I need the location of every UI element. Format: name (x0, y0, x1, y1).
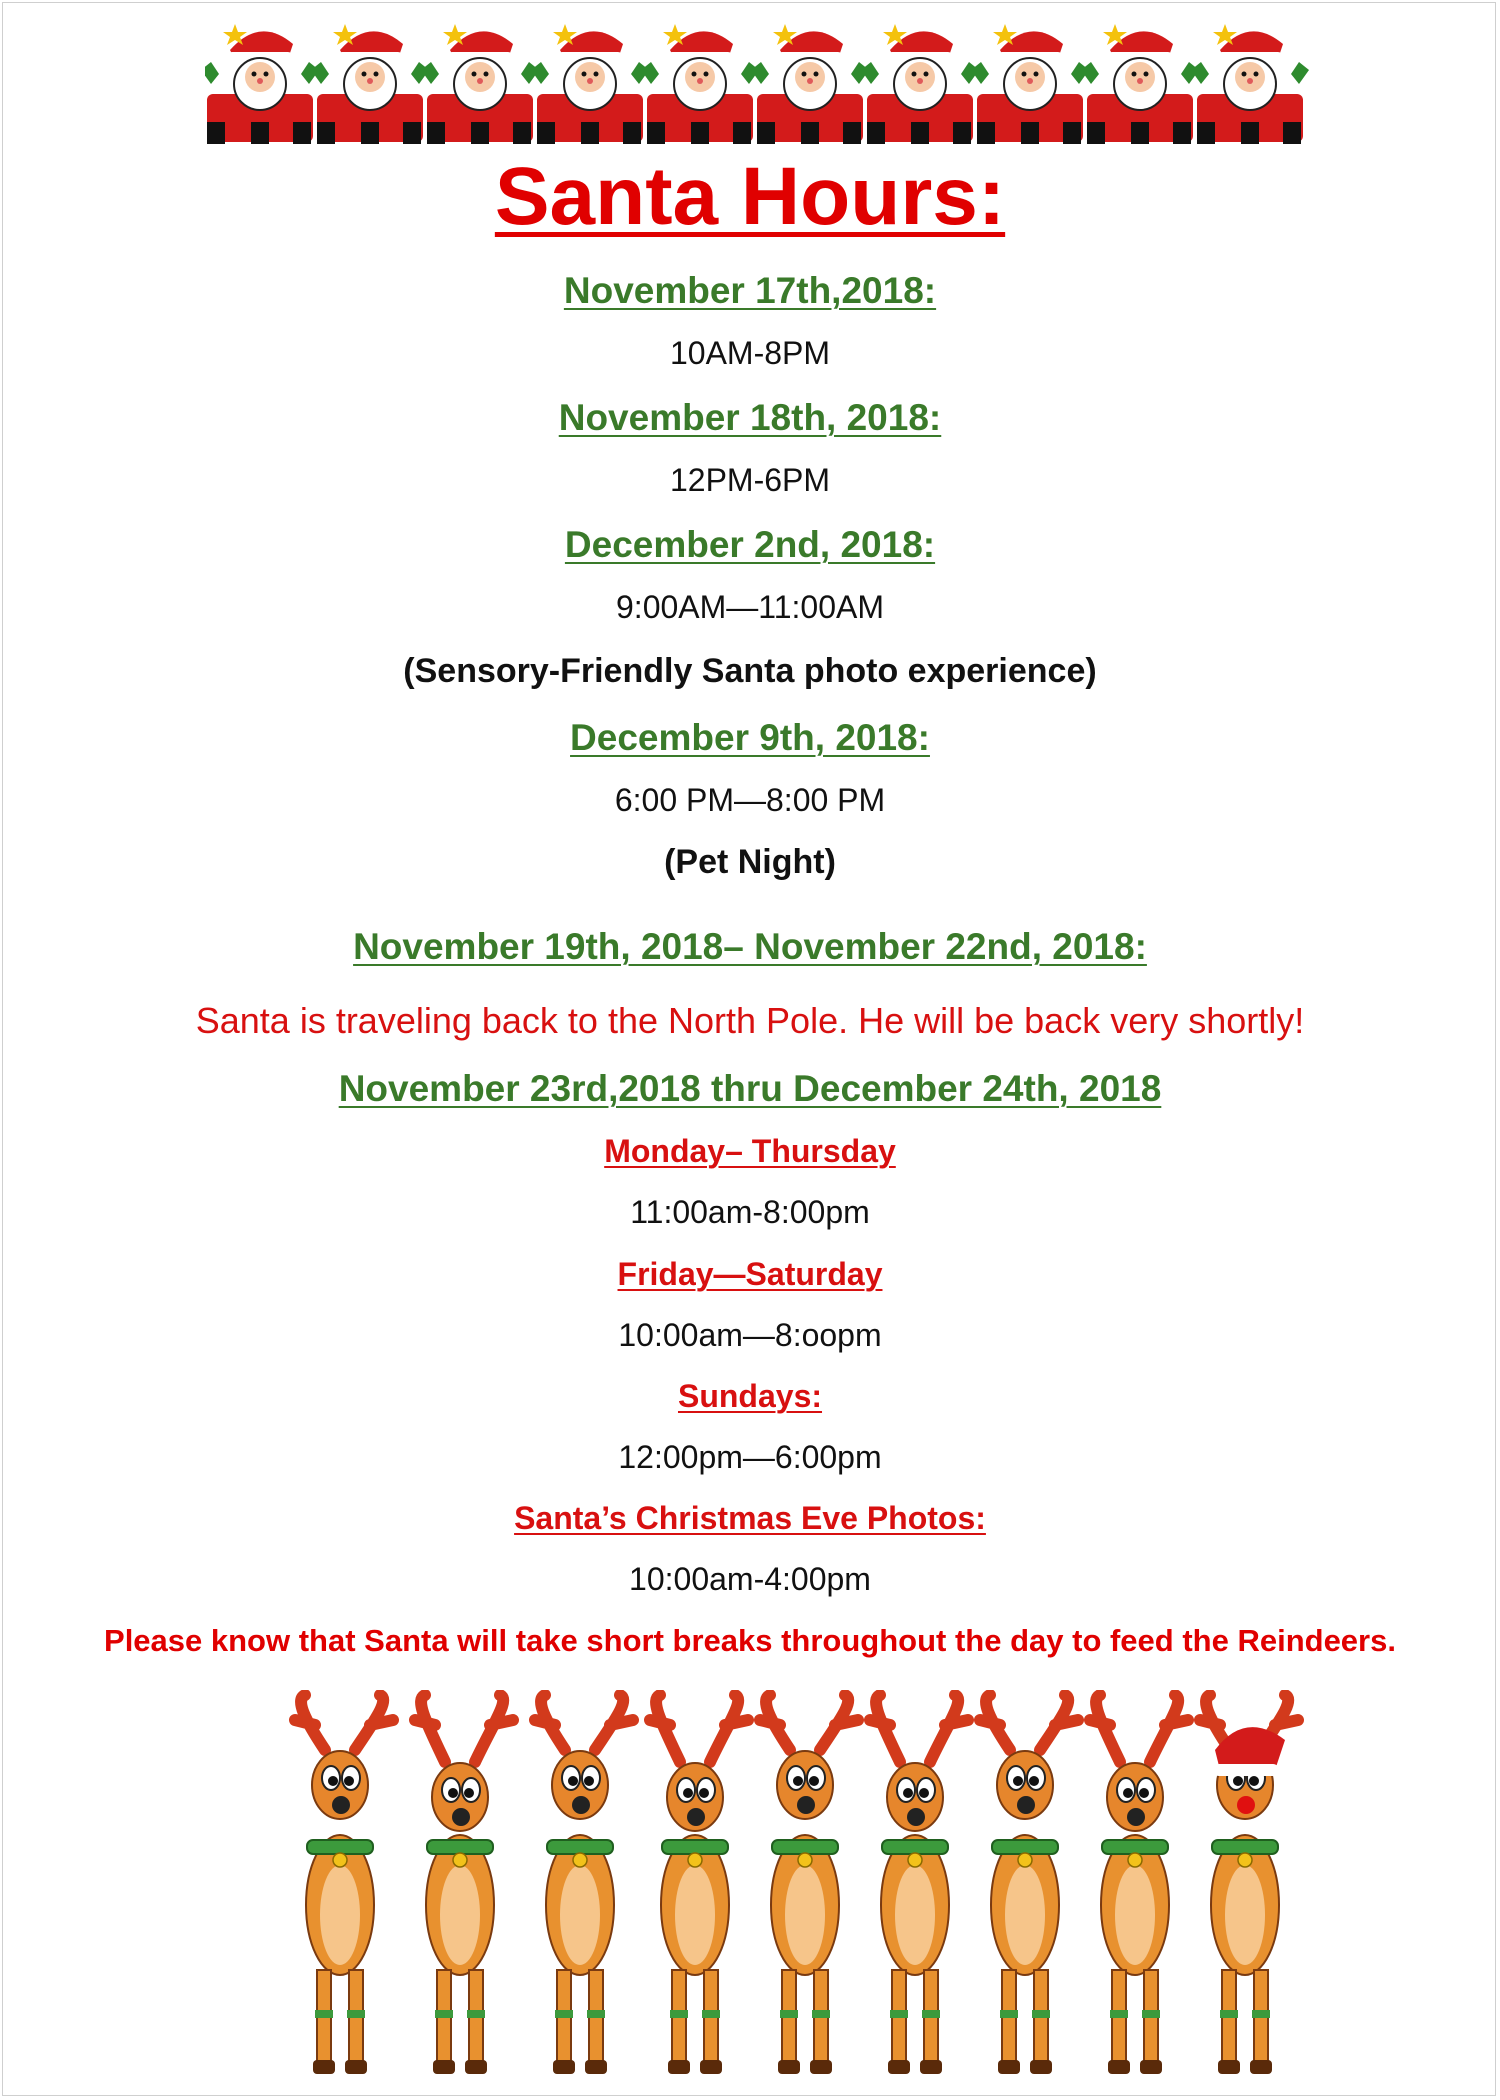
season-day-hours-1: 11:00am-8:00pm (630, 1194, 870, 1230)
reindeer-figure (1090, 1695, 1188, 2074)
santa-face-icon (641, 24, 759, 144)
season-day-hours-3: 12:00pm—6:00pm (618, 1439, 882, 1475)
schedule-date-4: December 9th, 2018: (570, 717, 930, 758)
santa-face-icon (311, 24, 429, 144)
santa-face-icon (421, 24, 539, 144)
season-day-hours-2: 10:00am—8:oopm (618, 1317, 882, 1353)
season-day-label-2: Friday—Saturday (617, 1256, 883, 1292)
page-title: Santa Hours: (494, 151, 1006, 242)
season-day-label-1: Monday– Thursday (604, 1133, 896, 1169)
travel-dates: November 19th, 2018– November 22nd, 2018: (353, 926, 1147, 967)
schedule-time-2: 12PM-6PM (669, 462, 831, 498)
season-range: November 23rd,2018 thru December 24th, 2018 (338, 1068, 1162, 1109)
schedule-time-3: 9:00AM—11:00AM (616, 589, 884, 625)
schedule-date-1: November 17th,2018: (563, 270, 937, 311)
santa-hat-brim (1213, 1764, 1279, 1776)
schedule-note-3: (Sensory-Friendly Santa photo experience) (403, 652, 1097, 690)
reindeer-figure (760, 1695, 858, 2074)
season-day-label-3: Sundays: (677, 1378, 823, 1414)
santa-face-icon (971, 24, 1089, 144)
santa-face-icon (1081, 24, 1199, 144)
reindeer-figure (415, 1695, 513, 2074)
reindeer-figure (295, 1695, 393, 2074)
reindeer-figure (870, 1695, 968, 2074)
santa-face-icon (751, 24, 869, 144)
schedule-time-1: 10AM-8PM (669, 335, 831, 371)
santa-face-icon (1191, 24, 1309, 144)
schedule-date-2: November 18th, 2018: (558, 397, 942, 438)
santa-face-icon (531, 24, 649, 144)
santa-border-image (205, 22, 1310, 146)
travel-message: Santa is traveling back to the North Pole. He will be back very shortly! (195, 1000, 1305, 1041)
season-day-hours-4: 10:00am-4:00pm (629, 1561, 871, 1597)
reindeer-figure (650, 1695, 748, 2074)
santa-face-icon (861, 24, 979, 144)
reindeer-figure (535, 1695, 633, 2074)
season-day-label-4: Santa’s Christmas Eve Photos: (514, 1500, 986, 1536)
santa-face-icon (205, 24, 319, 144)
schedule-note-4: (Pet Night) (664, 843, 836, 881)
reindeer-break-note: Please know that Santa will take short breaks throughout the day to feed the Reindeers. (104, 1623, 1396, 1658)
schedule-time-4: 6:00 PM—8:00 PM (614, 782, 886, 818)
schedule-date-3: December 2nd, 2018: (564, 524, 936, 565)
reindeer-figure (980, 1695, 1078, 2074)
reindeer-illustration (255, 1690, 1305, 2090)
